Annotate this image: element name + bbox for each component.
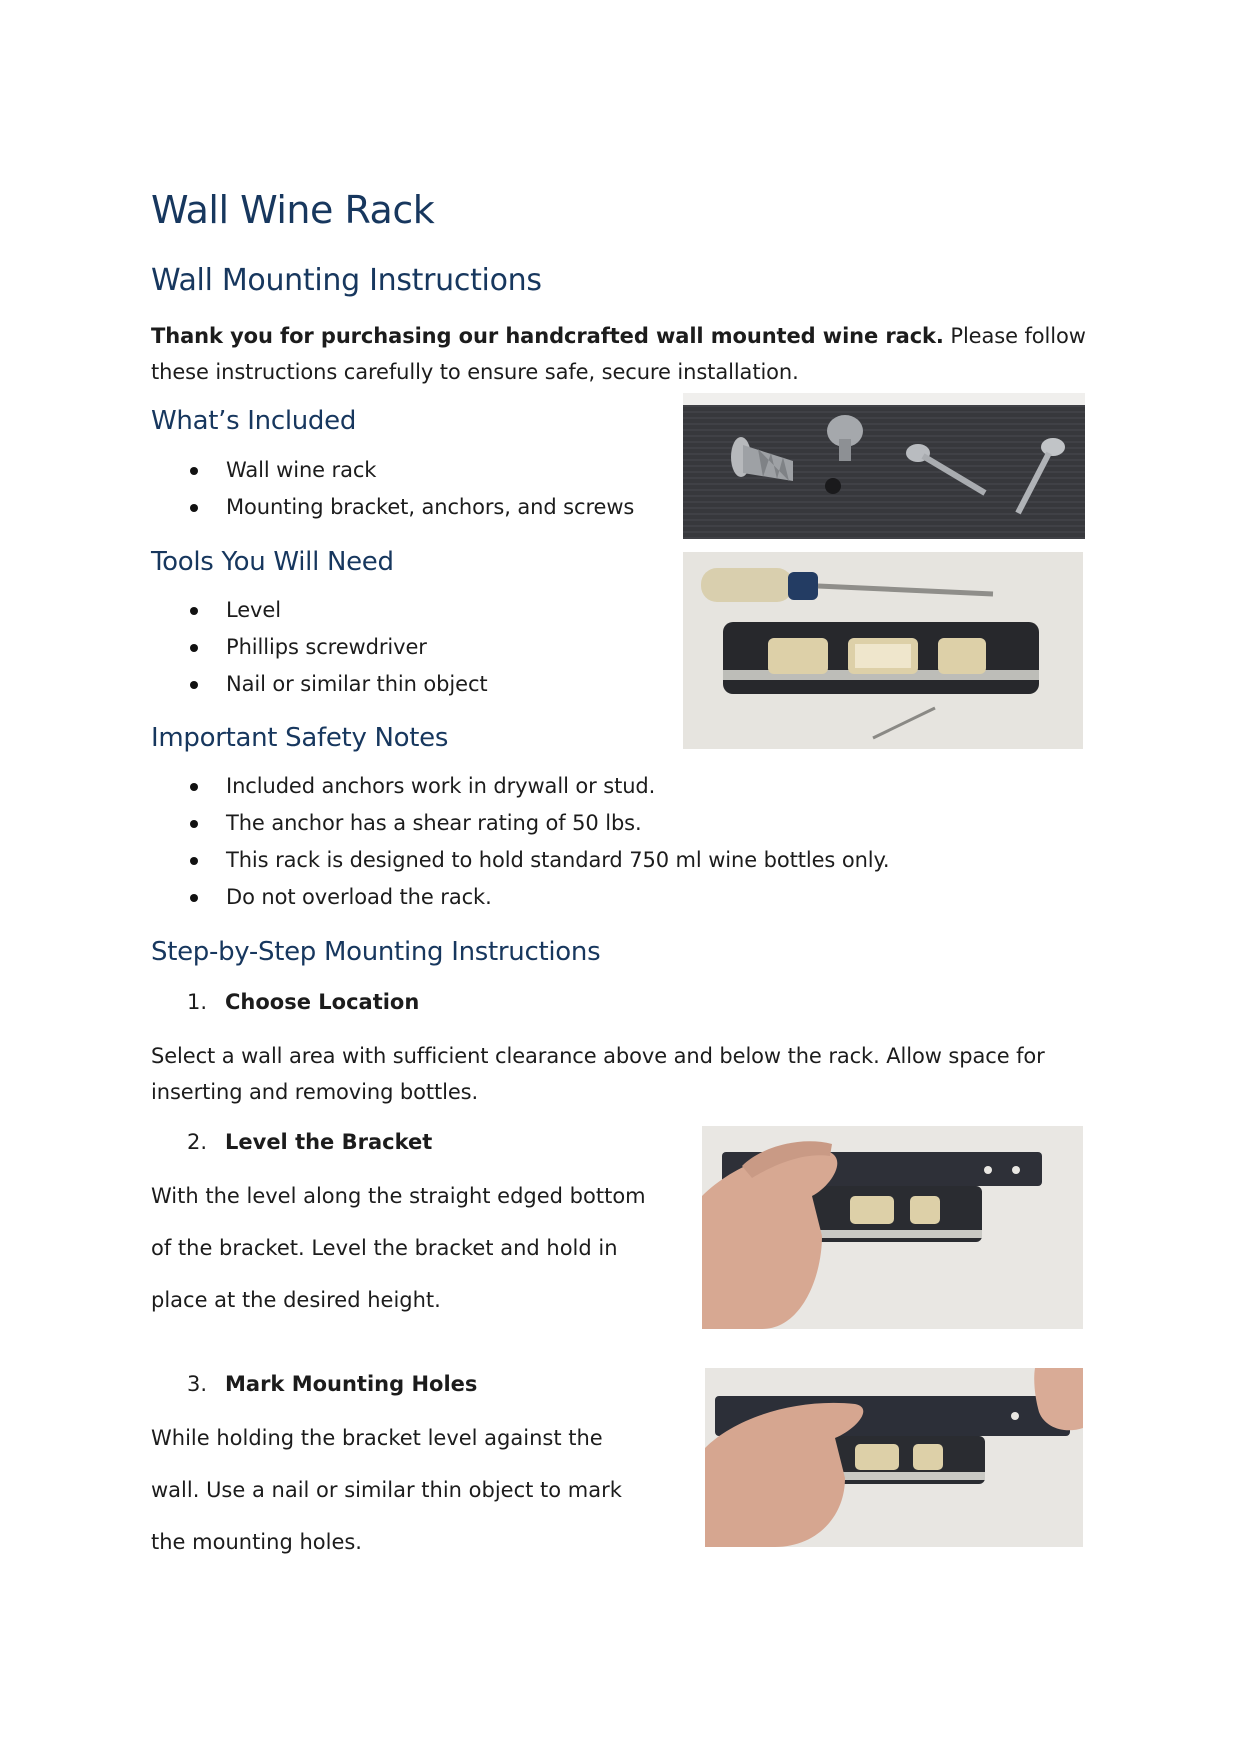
step-number: 2. [187, 1130, 208, 1154]
bullet-icon [190, 607, 198, 615]
bullet-icon [190, 467, 198, 475]
steps-heading: Step-by-Step Mounting Instructions [151, 937, 601, 967]
bullet-icon [190, 857, 198, 865]
step-label: Mark Mounting Holes [225, 1372, 478, 1396]
list-item: Do not overload the rack. [151, 879, 889, 916]
bullet-icon [190, 681, 198, 689]
step-3-text: While holding the bracket level against the wall. Use a nail or similar thin object to mark the mounting holes. [151, 1426, 622, 1554]
intro-paragraph [151, 318, 1091, 390]
tools-photo [683, 552, 1083, 749]
step-1-text: Select a wall area with sufficient clearance above and below the rack. Allow space for inserting and removing bottles. [151, 1044, 1045, 1104]
tools-list [151, 592, 488, 703]
bullet-icon [190, 894, 198, 902]
included-list [151, 452, 634, 526]
document-title: Wall Wine Rack [151, 188, 435, 232]
bullet-icon [190, 644, 198, 652]
step-2-heading [187, 1130, 432, 1154]
step-label: Level the Bracket [225, 1130, 433, 1154]
list-item: Mounting bracket, anchors, and screws [151, 489, 634, 526]
step-2-text: With the level along the straight edged bottom of the bracket. Level the bracket and hold in place at the desired height. [151, 1184, 646, 1312]
step-1-heading [187, 990, 419, 1014]
level-bracket-photo [702, 1126, 1083, 1329]
list-item: Included anchors work in drywall or stud. [151, 768, 889, 805]
list-item: Level [151, 592, 488, 629]
bullet-icon [190, 504, 198, 512]
document-subtitle: Wall Mounting Instructions [151, 263, 542, 298]
tools-heading: Tools You Will Need [151, 547, 394, 577]
list-item: The anchor has a shear rating of 50 lbs. [151, 805, 889, 842]
list-item: This rack is designed to hold standard 750 ml wine bottles only. [151, 842, 889, 879]
list-item: Nail or similar thin object [151, 666, 488, 703]
safety-heading: Important Safety Notes [151, 723, 449, 753]
step-number: 3. [187, 1372, 208, 1396]
hardware-photo [683, 393, 1085, 539]
intro-text: Please follow these instructions carefully to ensure safe, secure installation. [151, 324, 1086, 384]
list-item: Phillips screwdriver [151, 629, 488, 666]
mark-holes-photo [705, 1368, 1083, 1547]
step-number: 1. [187, 990, 208, 1014]
step-label: Choose Location [225, 990, 420, 1014]
step-3-heading [187, 1372, 477, 1396]
included-heading: What’s Included [151, 406, 357, 436]
bullet-icon [190, 820, 198, 828]
safety-list [151, 768, 889, 916]
intro-bold-text: Thank you for purchasing our handcrafted wall mounted wine rack. [151, 324, 944, 348]
list-item: Wall wine rack [151, 452, 634, 489]
bullet-icon [190, 783, 198, 791]
